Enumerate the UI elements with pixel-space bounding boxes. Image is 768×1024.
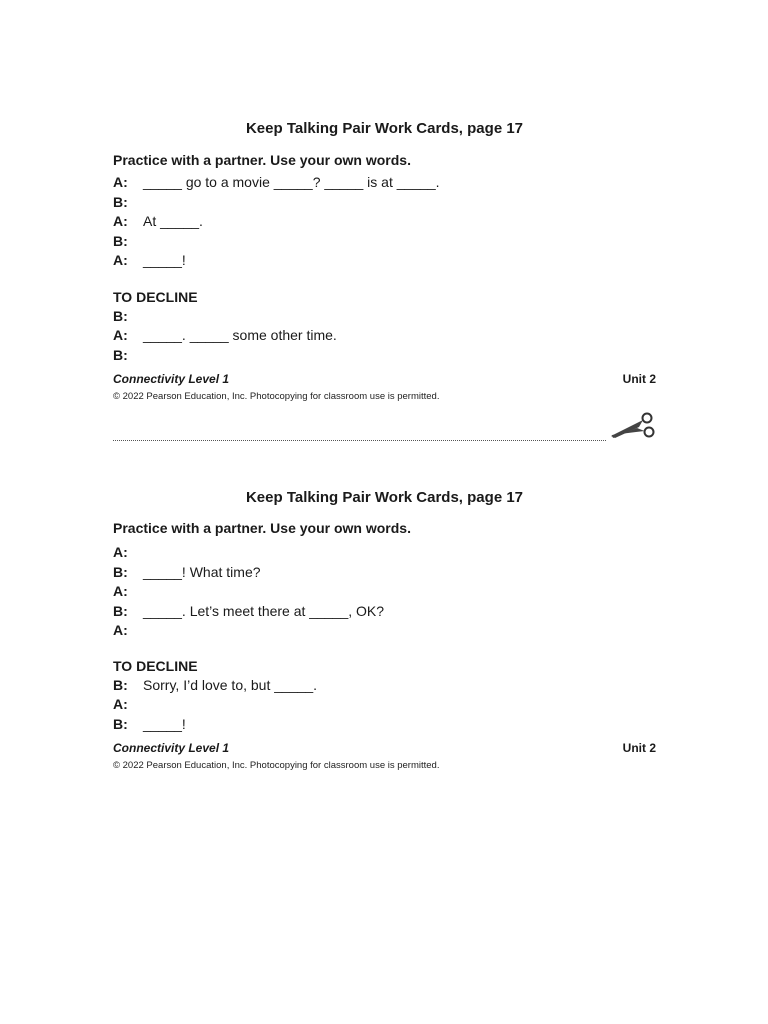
speaker-label: B: bbox=[113, 346, 128, 363]
card-footer bbox=[113, 740, 656, 756]
speaker-label: B: bbox=[113, 193, 128, 210]
dialog-line bbox=[113, 563, 656, 583]
speaker-label: B: bbox=[113, 602, 128, 619]
dialog bbox=[113, 543, 656, 641]
book-title: Connectivity Level 1 bbox=[113, 741, 230, 755]
dialog-line bbox=[113, 543, 656, 563]
decline-heading: TO DECLINE bbox=[113, 288, 198, 305]
card-title: Keep Talking Pair Work Cards, page 17 bbox=[245, 489, 524, 506]
speaker-label: A: bbox=[113, 696, 128, 712]
pair-work-card-2 bbox=[113, 488, 656, 773]
dialog-text: _____. Let’s meet there at _____, OK? bbox=[143, 602, 385, 619]
speaker-label: A: bbox=[113, 252, 128, 268]
dialog-line bbox=[113, 173, 656, 193]
dialog-line bbox=[113, 582, 656, 602]
card-instructions: Practice with a partner. Use your own words. bbox=[113, 152, 411, 168]
dialog-line bbox=[113, 676, 656, 696]
book-title: Connectivity Level 1 bbox=[113, 372, 230, 386]
dialog-line bbox=[113, 212, 656, 232]
speaker-label: B: bbox=[113, 232, 128, 249]
decline-heading: TO DECLINE bbox=[113, 657, 198, 674]
scissors-icon bbox=[607, 410, 657, 442]
unit-label: Unit 2 bbox=[622, 741, 656, 755]
speaker-label: B: bbox=[113, 676, 128, 693]
dialog-line bbox=[113, 193, 656, 213]
card-footer bbox=[113, 371, 656, 387]
speaker-label: B: bbox=[113, 715, 128, 732]
dialog-line bbox=[113, 621, 656, 641]
dialog bbox=[113, 173, 656, 271]
speaker-label: A: bbox=[113, 544, 128, 560]
dialog-line bbox=[113, 307, 656, 327]
copyright-notice: © 2022 Pearson Education, Inc. Photocopying for classroom use is permitted. bbox=[113, 760, 440, 771]
card-instructions: Practice with a partner. Use your own words. bbox=[113, 520, 411, 536]
dialog-text: _____ go to a movie _____? _____ is at _____. bbox=[143, 174, 440, 190]
cut-line bbox=[113, 440, 656, 441]
decline-dialog bbox=[113, 307, 656, 366]
dialog-line bbox=[113, 326, 656, 346]
speaker-label: A: bbox=[113, 213, 128, 229]
dialog-line bbox=[113, 251, 656, 271]
copyright-notice: © 2022 Pearson Education, Inc. Photocopying for classroom use is permitted. bbox=[113, 391, 440, 402]
dialog-text: _____! bbox=[143, 252, 186, 268]
unit-label: Unit 2 bbox=[622, 372, 656, 386]
dialog-line bbox=[113, 346, 656, 366]
decline-dialog bbox=[113, 676, 656, 735]
dialog-text: _____. _____ some other time. bbox=[143, 327, 337, 343]
speaker-label: A: bbox=[113, 174, 128, 190]
dialog-line bbox=[113, 232, 656, 252]
speaker-label: A: bbox=[113, 583, 128, 599]
speaker-label: A: bbox=[113, 327, 128, 343]
dialog-text: _____! What time? bbox=[143, 563, 261, 580]
speaker-label: B: bbox=[113, 307, 128, 324]
speaker-label: A: bbox=[113, 622, 128, 638]
dialog-line bbox=[113, 715, 656, 735]
dialog-text: _____! bbox=[143, 715, 186, 732]
dialog-text: At _____. bbox=[143, 213, 203, 229]
pair-work-card-1 bbox=[113, 119, 656, 404]
speaker-label: B: bbox=[113, 563, 128, 580]
dialog-line bbox=[113, 695, 656, 715]
dialog-line bbox=[113, 602, 656, 622]
dialog-text: Sorry, I’d love to, but _____. bbox=[143, 676, 318, 693]
card-title: Keep Talking Pair Work Cards, page 17 bbox=[245, 120, 524, 137]
